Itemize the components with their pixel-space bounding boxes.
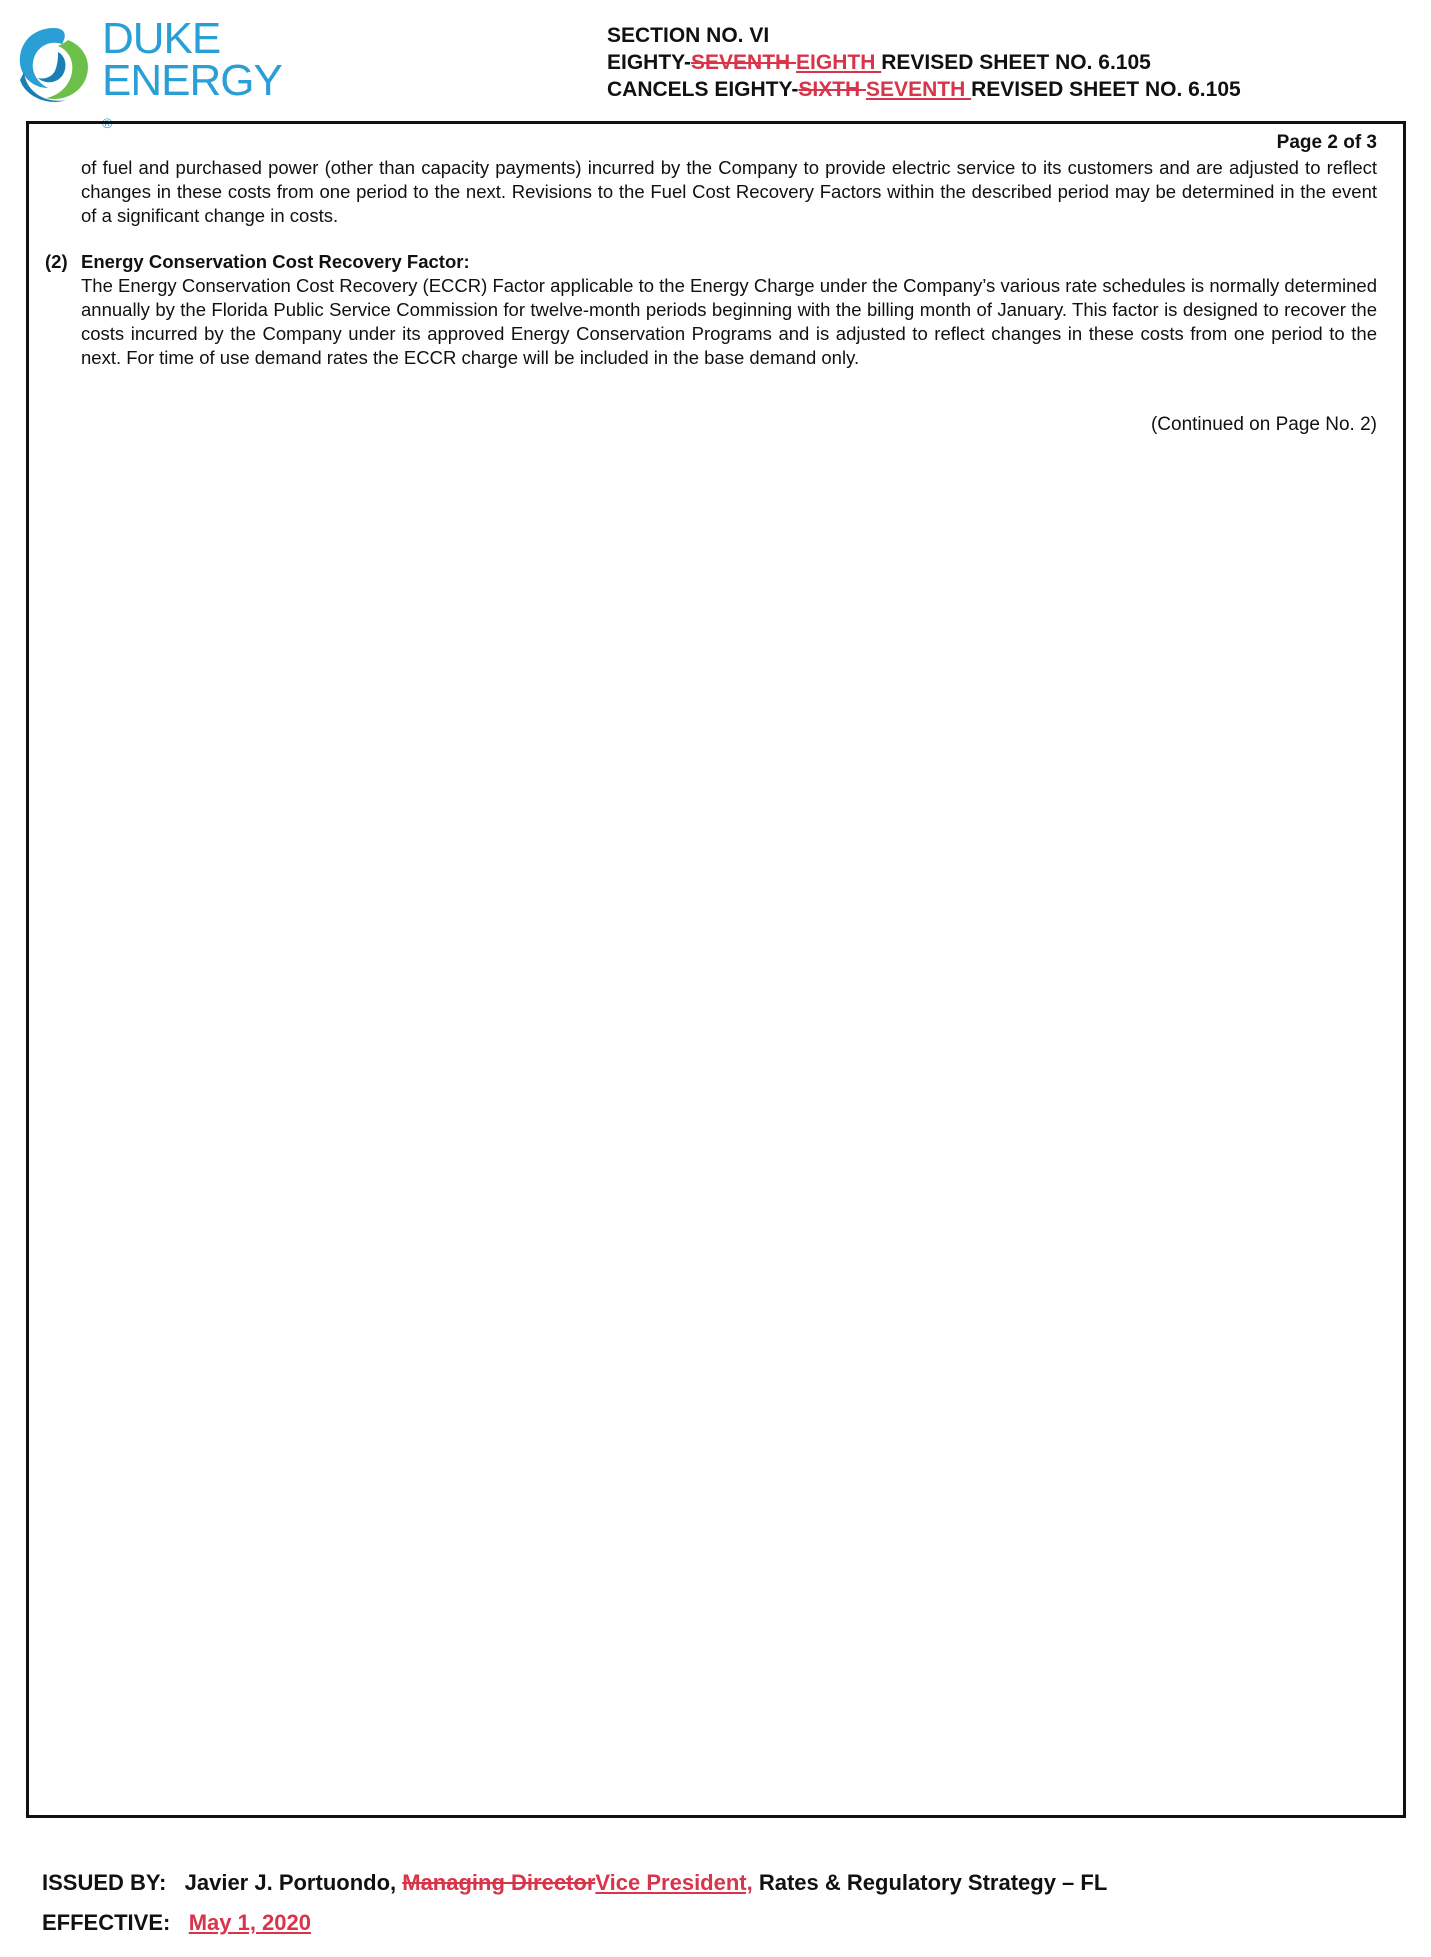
effective-date: May 1, 2020 (188, 1910, 311, 1935)
sheet-header (607, 22, 1241, 103)
duke-energy-swirl-icon (10, 22, 98, 108)
issued-title-inserted: Vice President, (595, 1870, 753, 1895)
eccr-section (45, 250, 1377, 370)
section-text: The Energy Conservation Cost Recovery (ECCR) Factor applicable to the Energy Charge under the Company’s various rate schedules is normally determined annually by the Florida Public Service Commission for twelve-month periods beginning with the billing month of January. This factor is designed to recover the costs incurred by the Company under its approved Energy Conservation Programs and is adjusted to reflect changes in these costs from one period to the next. For time of use demand rates the ECCR charge will be included in the base demand only. (81, 275, 1377, 368)
section-number: (2) (45, 251, 68, 272)
issued-name: Javier J. Portuondo, (184, 1870, 397, 1895)
cancels-inserted: SEVENTH (866, 78, 972, 101)
cancels-line: CANCELS EIGHTY-SIXTH SEVENTH REVISED SHEET NO. 6.105 (607, 78, 1241, 101)
logo-line-duke: DUKE (102, 14, 221, 63)
issued-label: ISSUED BY: (42, 1870, 167, 1895)
cancels-deleted: SIXTH (798, 78, 867, 101)
issued-title-deleted: Managing Director (402, 1870, 596, 1895)
section-label: SECTION NO. VI (607, 24, 770, 47)
revision-line: EIGHTY-SEVENTH EIGHTH REVISED SHEET NO. 6.105 (607, 51, 1151, 74)
continued-note: (Continued on Page No. 2) (1150, 414, 1377, 435)
logo-line-energy: ENERGY ® (102, 60, 282, 144)
duke-energy-logo (10, 14, 282, 131)
effective-label: EFFECTIVE: (42, 1910, 171, 1935)
effective-line (42, 1910, 311, 1936)
fuel-cost-paragraph: of fuel and purchased power (other than capacity payments) incurred by the Company to provide electric service to its customers and are adjusted to reflect changes in these costs from one period to the next. Revisions to the Fuel Cost Recovery Factors within the described period may be determined in the event of a significant change in costs. (81, 157, 1377, 226)
section-title: Energy Conservation Cost Recovery Factor: (81, 251, 470, 272)
revision-deleted: SEVENTH (691, 51, 797, 74)
tariff-body-frame (26, 121, 1406, 1818)
issued-suffix: Rates & Regulatory Strategy – FL (758, 1870, 1108, 1895)
issued-by-line (42, 1870, 1107, 1896)
logo-registered-mark: ® (102, 115, 113, 131)
revision-inserted: EIGHTH (796, 51, 882, 74)
page-number: Page 2 of 3 (1276, 132, 1377, 153)
